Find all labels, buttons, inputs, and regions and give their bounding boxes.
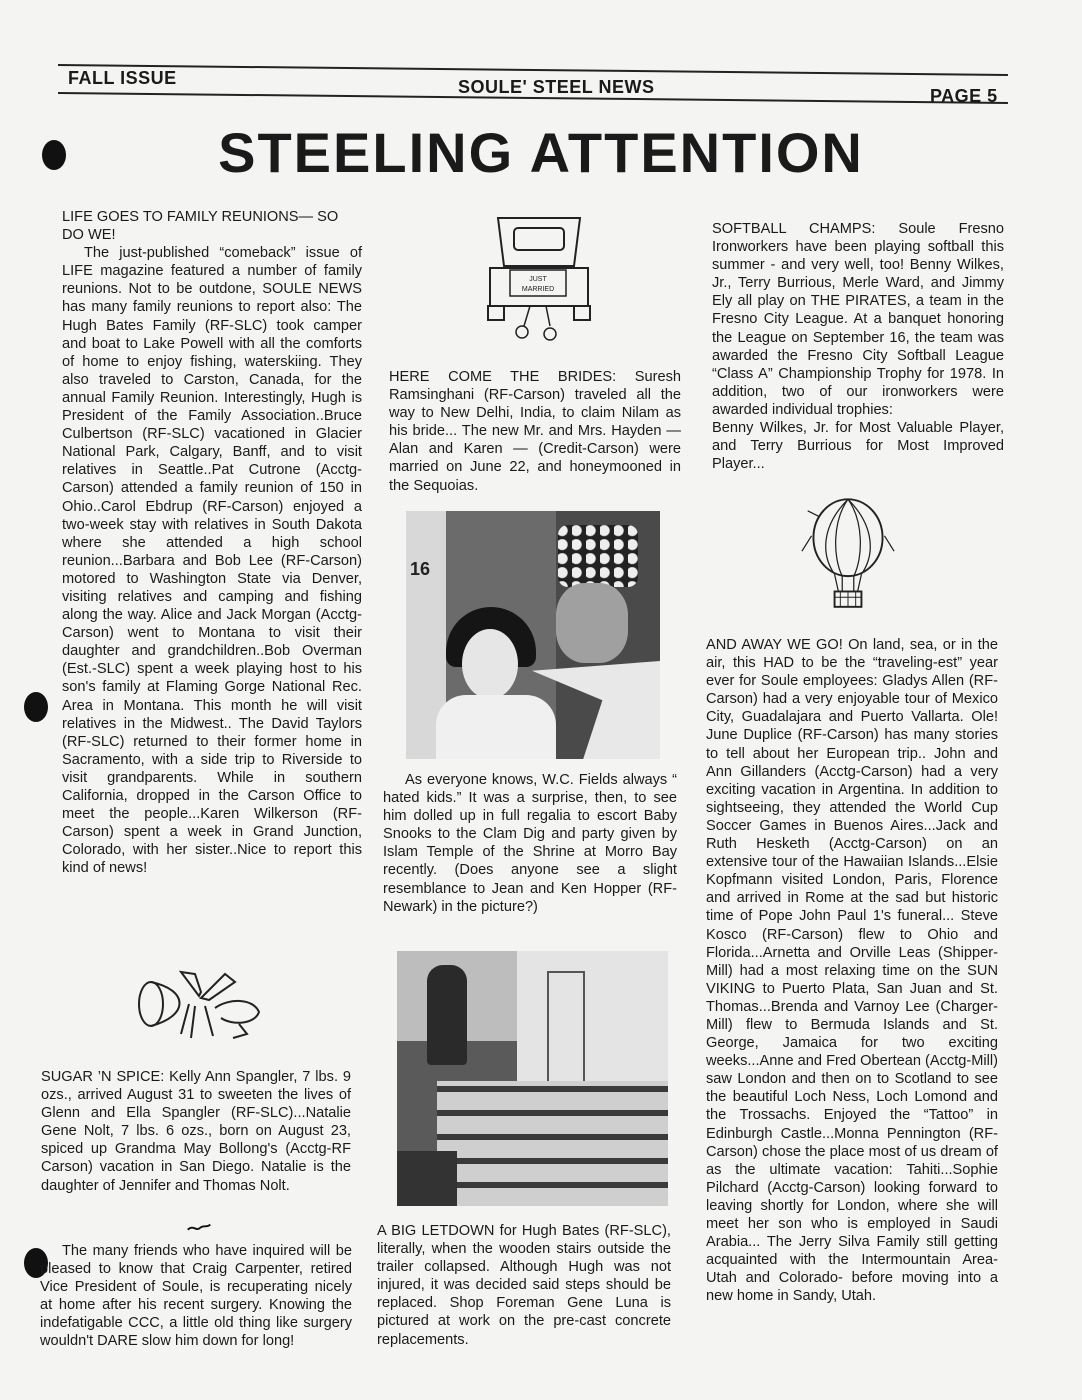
brides-article: HERE COME THE BRIDES: Suresh Ramsinghani (RF-Carson) traveled all the way to New Delhi, India, to claim Nilam as his bride... The new Mr. and Mrs. Hayden — Alan and Karen — (Credit-Carson) were married on June 22, and honeymooned in the Sequoias. <box>389 369 681 494</box>
photo-stairs <box>437 1081 668 1206</box>
stairs-worker-photo <box>397 951 668 1206</box>
publication-name: SOULE' STEEL NEWS <box>458 77 655 97</box>
fields-article: As everyone knows, W.C. Fields always “ hated kids.” It was a surprise, then, to see him dolled up in full regalia to escort Baby Snooks to the Clam Dig and party given by Islam Temple of the Shrine at Morro Bay recently. (Does anyone see a slight resemblance to Jean and Ken Hopper (RF-Newark) in the picture?) <box>383 772 677 915</box>
friends-article: The many friends who have inquired will be pleased to know that Craig Carpenter, retired Vice President of Soule, is recuperating nicely at home after his recent surgery. Knowing the indefatigable CCC, a little old thing like surgery wouldn't DARE slow him down for long! <box>40 1243 352 1350</box>
reunions-article: The just-published “comeback” issue of LIFE magazine featured a number of family reunions. Not to be outdone, SOULE NEWS has many family reunions to report also: The Hugh Bates Family (RF-SLC) took camper and boat to Lake Powell with all the comforts of home to enjoy fishing, waterskiing. They also traveled to Carston, Canada, for the annual Family Reunion. Interestingly, Hugh is President of the Family Association..Bruce Culbertson (RF-SLC) vacationed in Glacier National Park, Calgary, Banff, and to visit relatives in Seattle..Pat Cutrone (Acctg-Carson) attended a family reunion of 150 in Ohio..Carol Ebdrup (RF-Carson) enjoyed a two-week stay with relatives in South Dakota where she attended a high school reunion...Barbara and Bob Lee (RF-Carson) motored to Washington State via Denver, visiting relatives and camping and fishing along the way. Alice and Jack Morgan (Acctg-Carson) went to Montana to visit their daughter and grandchildren..Bob Overman (Est.-SLC) spent a week playing host to his son's family at Flaming Gorge National Rec. Area in Montana. This month he will visit relatives in the Midwest.. The David Taylors (RF-SLC) returned to their former home in Sacramento, with a side trip to Riverside to visit grandparents. While in southern California, dropped in the Carson Office to meet the people...Karen Wilkerson (RF-Carson) spent a week in Grand Junction, Colorado, with her sister..Nice to report this kind of news! <box>62 245 362 877</box>
photo-trailer-door <box>547 971 585 1085</box>
column-2-letdown <box>377 1222 671 1349</box>
fields-snooks-photo <box>406 511 660 759</box>
punch-hole-middle <box>24 692 48 722</box>
header-top-rule <box>58 64 1008 76</box>
away-article: AND AWAY WE GO! On land, sea, or in the air, this HAD to be the “traveling-est” year ever for Soule employees: Gladys Allen (RF-Carson) had a very enjoyable tour of Mexico City, Guadalajara and Puerto Vallarta. Ole! June Duplice (RF-Carson) has many stories to tell about her European trip.. John and Ann Gillanders (Acctg-Carson) had a very exciting vacation in Argentina. In addition to sightseeing, they attended the World Cup Soccer Games in Buenos Aires...Jack and Ruth Hesketh (Acctg-Carson) on an extensive tour of the Hawaiian Islands...Elsie Kopfmann visited London, Paris, Florence and arrived in Rome at the sad but historic time of Pope John Paul 1's funeral... Steve Kosco (RF-Carson) flew to Ohio and Florida...Arnetta and Orville Leas (Shipper-Mill) had a most relaxing time on the SUN VIKING to Puerto Plata, San Juan and St. Thomas...Brenda and Varnoy Lee (Charger-Mill) flew to Bermuda Islands and St. George, Jamaica for two exciting weeks...Anne and Fred Obertean (Acctg-Mill) saw London and then on to Scotland to see the beautiful Loch Ness, Loch Lomond and the Trossachs. Enjoyed the “Tattoo” in Edinburgh Castle...Monna Pennington (RF-Carson) chose the place most of us dream of as the ultimate vacation: Tahiti...Sophie Pilchard (Acctg-Carson) looking forward to leaving shortly for London, where she will meet her son who is employed in Saudi Arabia... The Jerry Silva Family still getting acquainted with the Intermountain Area- Utah and Colorado- before moving into a new home in Sandy, Utah. <box>706 637 998 1305</box>
column-1-friends <box>40 1242 352 1351</box>
column-2-brides <box>389 368 681 495</box>
column-1-reunions <box>62 208 362 877</box>
photo-woman-face <box>462 629 518 699</box>
column-3-away <box>706 636 998 1305</box>
column-3-softball <box>712 220 1004 473</box>
issue-label: FALL ISSUE <box>68 68 177 88</box>
reunions-heading: LIFE GOES TO FAMILY REUNIONS— SO DO WE! <box>62 209 339 244</box>
svg-text:JUST: JUST <box>529 276 547 283</box>
photo-man-hat <box>558 525 638 587</box>
bow-rattle-illustration <box>128 968 270 1048</box>
just-married-car-illustration <box>484 210 594 350</box>
page-number: PAGE 5 <box>930 86 998 106</box>
column-1-sugar-spice <box>41 1068 351 1195</box>
letdown-article: A BIG LETDOWN for Hugh Bates (RF-SLC), literally, when the wooden stairs outside the trailer collapsed. Although Hugh was not injured, it was decided said steps should be replaced. Shop Foreman Gene Luna is pictured at work on the pre-cast concrete replacements. <box>377 1223 671 1348</box>
bird-divider-icon <box>186 1222 212 1234</box>
hot-air-balloon-illustration <box>800 496 896 614</box>
page-title: STEELING ATTENTION <box>218 121 864 184</box>
svg-text:MARRIED: MARRIED <box>521 286 555 293</box>
softball-trophies: Benny Wilkes, Jr. for Most Valuable Player, and Terry Burrious for Most Improved Player... <box>712 420 1004 473</box>
sugar-spice-article: SUGAR ’N SPICE: Kelly Ann Spangler, 7 lbs. 9 ozs., arrived August 31 to sweeten the lives of Glenn and Ella Spangler (RF-SLC)...Natalie Gene Nolt, 7 lbs. 6 ozs., born on August 23, spiced up Grandma May Bollong's (Acctg-RF Carson) vacation in San Diego. Natalie is the daughter of Jennifer and Thomas Nolt. <box>41 1069 351 1194</box>
column-2-fields <box>383 771 677 916</box>
photo-ground <box>397 1151 457 1206</box>
softball-article: SOFTBALL CHAMPS: Soule Fresno Ironworkers have been playing softball this summer - and very well, too! Benny Wilkes, Jr., Terry Burrious, Merle Ward, and Jimmy Ely all play on THE PIRATES, a team in the Fresno City League. At a banquet honoring the League on September 16, the team was awarded the Fresno City Softball League “Class A” Championship Trophy for 1978. In addition, two of our ironworkers were awarded individual trophies: <box>712 221 1004 418</box>
photo-worker <box>427 965 467 1065</box>
photo-number: 16 <box>410 559 431 579</box>
punch-hole-top <box>42 140 66 170</box>
photo-woman-dress <box>436 695 556 759</box>
photo-man-face <box>556 583 628 663</box>
